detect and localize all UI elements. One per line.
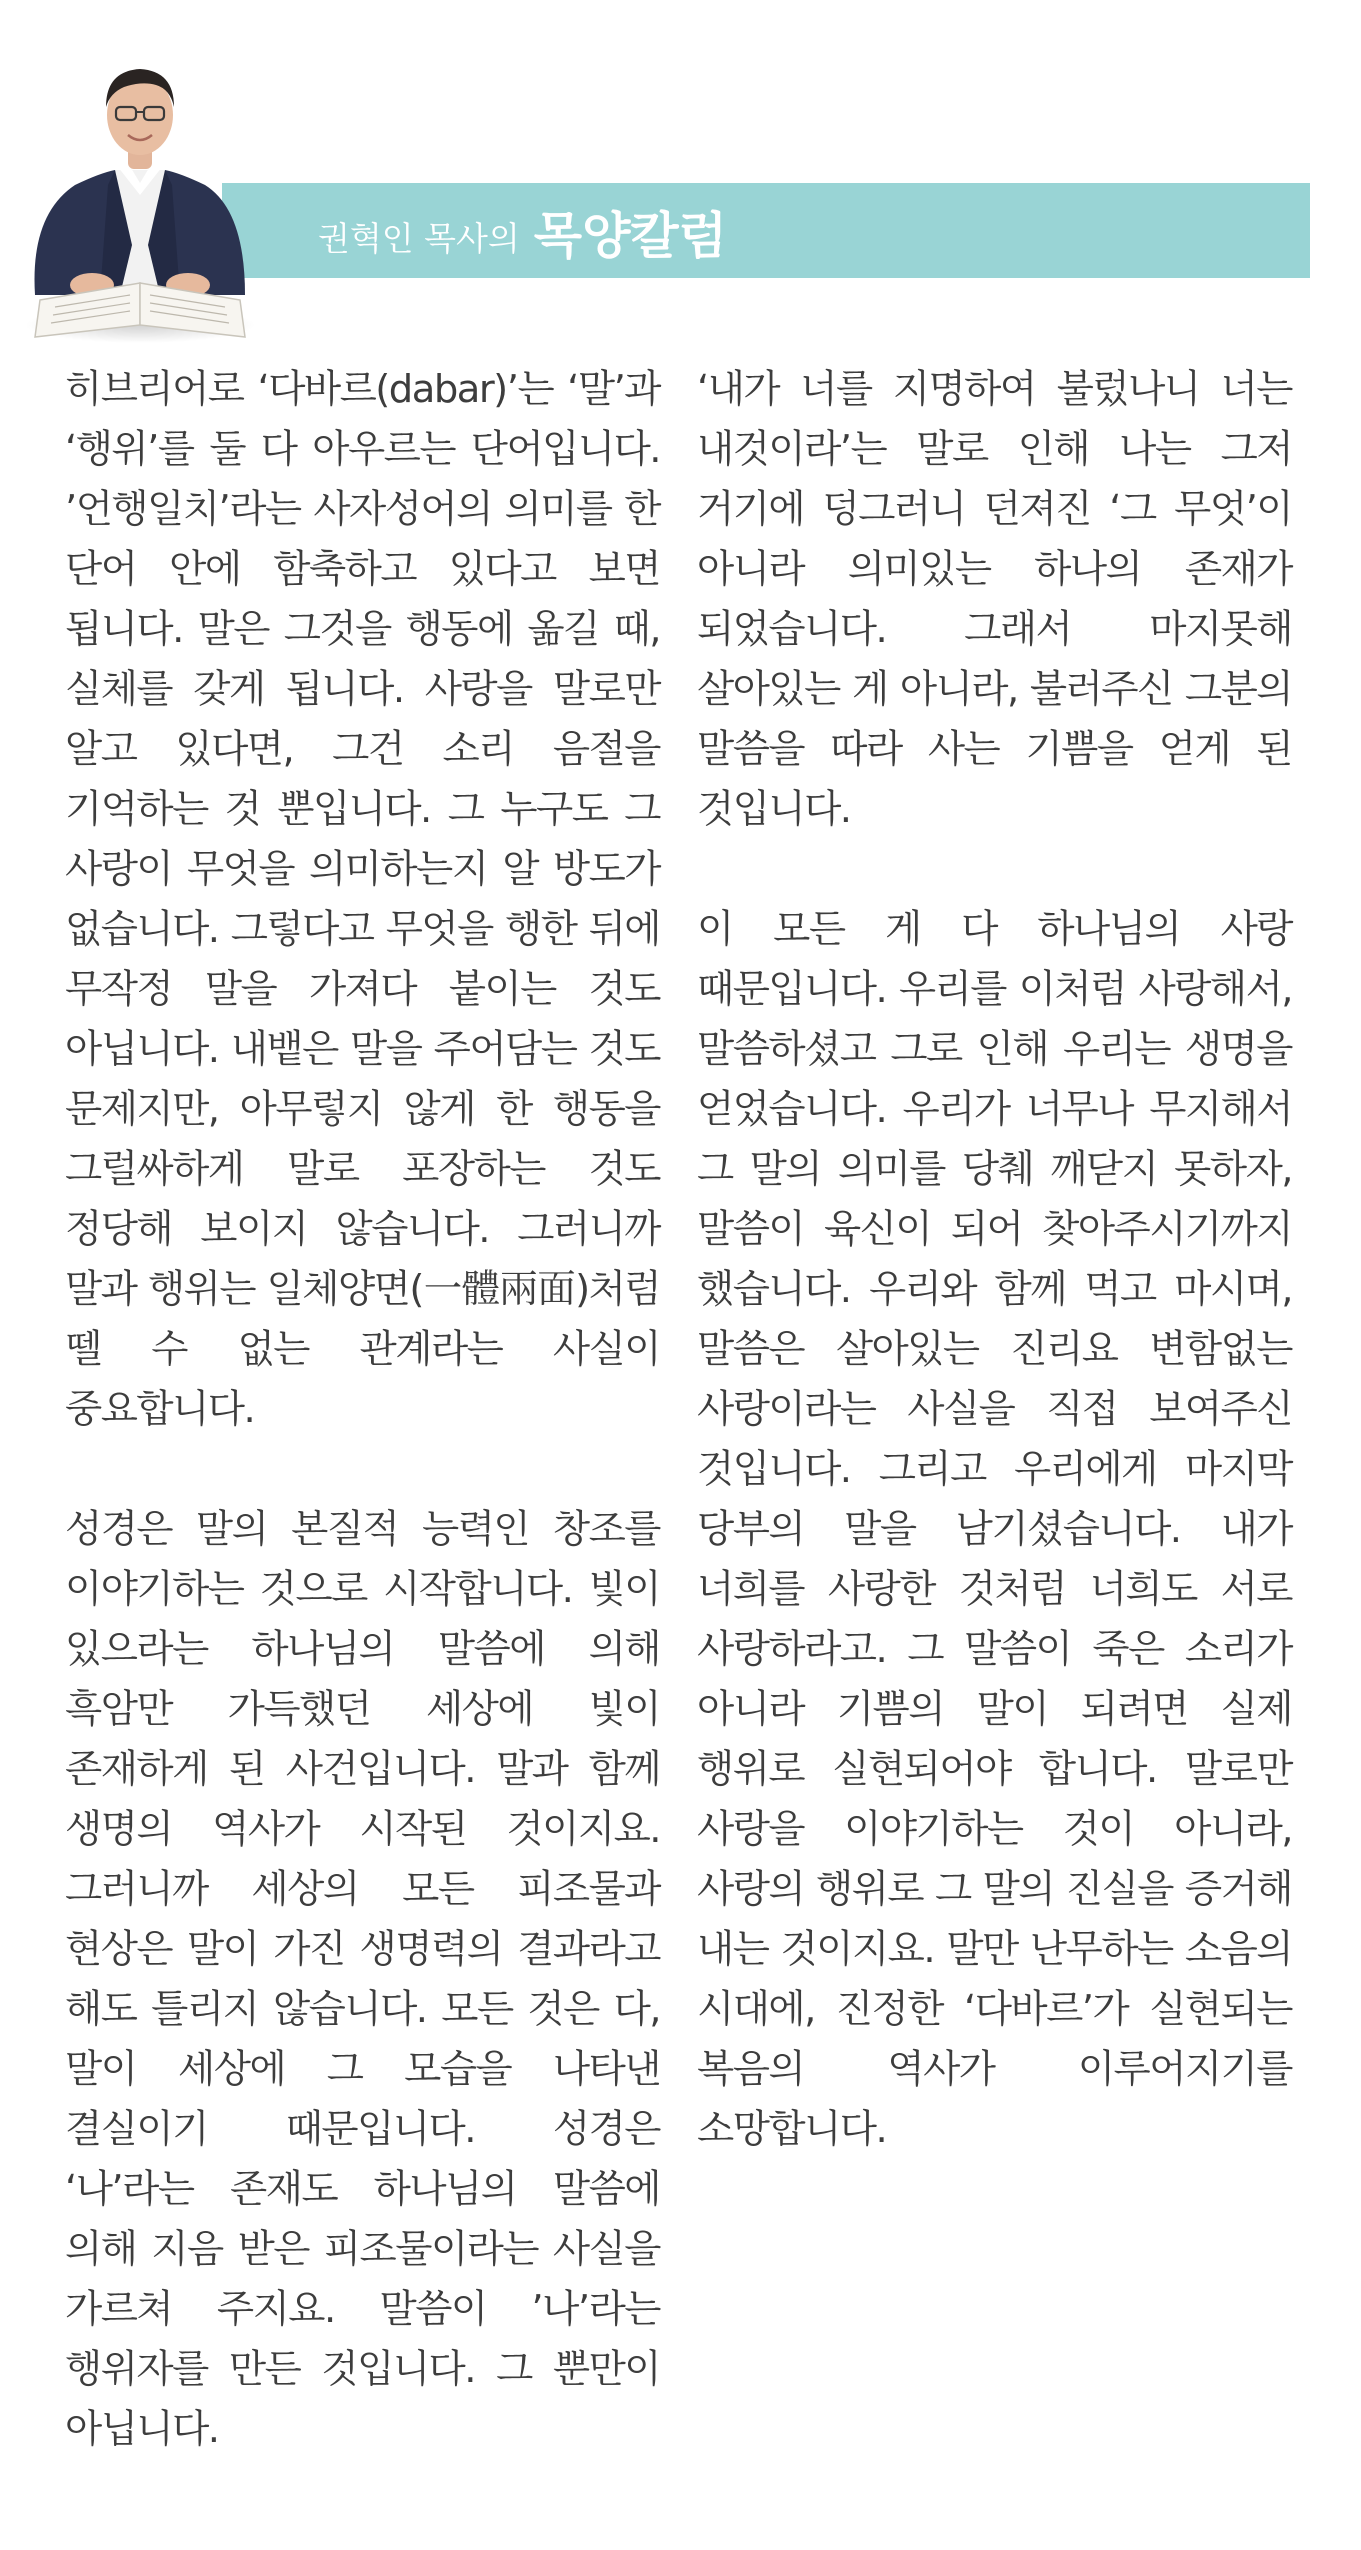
pastor-portrait xyxy=(20,45,260,345)
article-paragraph: 히브리어로 ‘다바르(dabar)’는 ‘말’과 ‘행위’를 둘 다 아우르는 단어입니다. ’언행일치’라는 사자성어의 의미를 한 단어 안에 함축하고 있다고 보면 됩니다. 말은 그것을 행동에 옮길 때, 실체를 갖게 됩니다. 사랑을 말로만 알고 있다면, 그건 소리 음절을 기억하는 것 뿐입니다. 그 누구도 그 사랑이 무엇을 의미하는지 알 방도가 없습니다. 그렇다고 무엇을 행한 뒤에 무작정 말을 가져다 붙이는 것도 아닙니다. 내뱉은 말을 주어담는 것도 문제지만, 아무렇지 않게 한 행동을 그럴싸하게 말로 포장하는 것도 정당해 보이지 않습니다. 그러니까 말과 행위는 일체양면(一體兩面)처럼 뗄 수 없는 관계라는 사실이 중요합니다. xyxy=(65,367,660,1432)
article-column-right xyxy=(697,360,1292,2220)
article-paragraph: 이 모든 게 다 하나님의 사랑 때문입니다. 우리를 이처럼 사랑해서, 말씀하셨고 그로 인해 우리는 생명을 얻었습니다. 우리가 너무나 무지해서 그 말의 의미를 당췌 깨닫지 못하자, 말씀이 육신이 되어 찾아주시기까지 했습니다. 우리와 함께 먹고 마시며, 말씀은 살아있는 진리요 변함없는 사랑이라는 사실을 직접 보여주신 것입니다. 그리고 우리에게 마지막 당부의 말을 남기셨습니다. 내가 너희를 사랑한 것처럼 너희도 서로 사랑하라고. 그 말씀이 죽은 소리가 아니라 기쁨의 말이 되려면 실제 행위로 실현되어야 합니다. 말로만 사랑을 이야기하는 것이 아니라, 사랑의 행위로 그 말의 진실을 증거해 내는 것이지요. 말만 난무하는 소음의 시대에, 진정한 ‘다바르’가 실현되는 복음의 역사가 이루어지기를 소망합니다. xyxy=(697,907,1292,2152)
column-header xyxy=(0,0,1361,340)
article-column-left xyxy=(65,360,660,2520)
column-subtitle: 권혁인 목사의 xyxy=(318,219,520,258)
banner-title xyxy=(318,198,727,268)
column-title: 목양칼럼 xyxy=(533,207,727,265)
article-paragraph: ‘내가 너를 지명하여 불렀나니 너는 내것이라’는 말로 인해 나는 그저 거기에 덩그러니 던져진 ‘그 무엇’이 아니라 의미있는 하나의 존재가 되었습니다. 그래서 마지못해 살아있는 게 아니라, 불러주신 그분의 말씀을 따라 사는 기쁨을 얻게 된 것입니다. xyxy=(697,367,1292,832)
article-paragraph: 성경은 말의 본질적 능력인 창조를 이야기하는 것으로 시작합니다. 빛이 있으라는 하나님의 말씀에 의해 흑암만 가득했던 세상에 빛이 존재하게 된 사건입니다. 말과 함께 생명의 역사가 시작된 것이지요. 그러니까 세상의 모든 피조물과 현상은 말이 가진 생명력의 결과라고 해도 틀리지 않습니다. 모든 것은 다, 말이 세상에 그 모습을 나타낸 결실이기 때문입니다. 성경은 ‘나’라는 존재도 하나님의 말씀에 의해 지음 받은 피조물이라는 사실을 가르쳐 주지요. 말씀이 ’나’라는 행위자를 만든 것입니다. 그 뿐만이 아닙니다. xyxy=(65,1507,660,2452)
